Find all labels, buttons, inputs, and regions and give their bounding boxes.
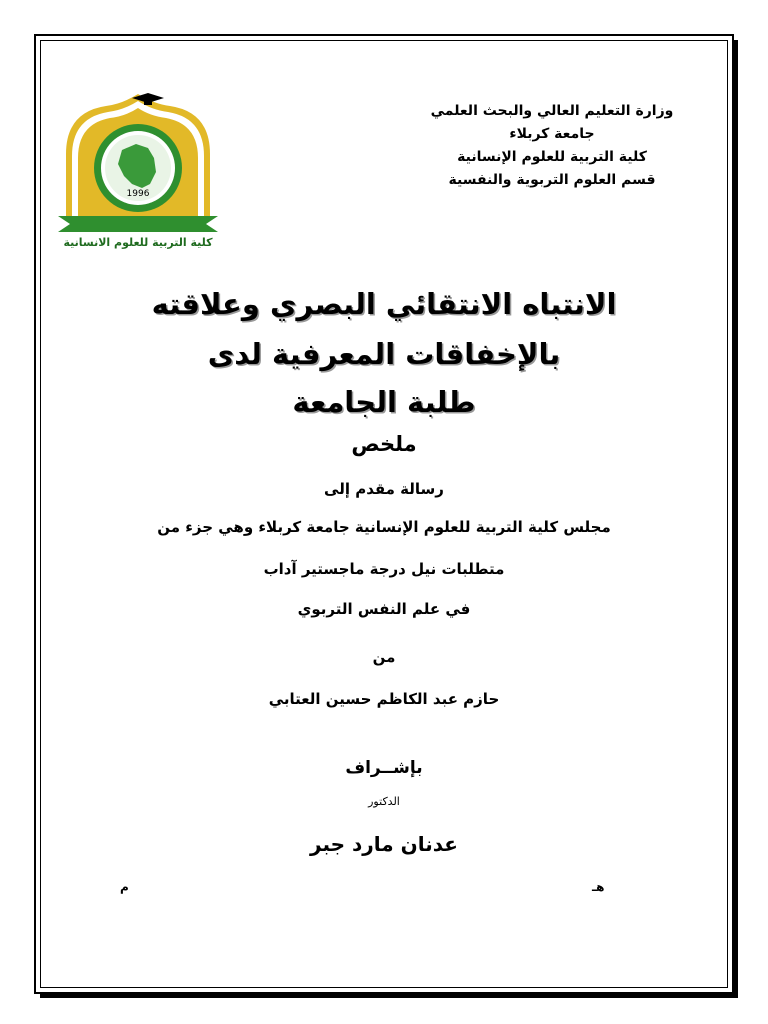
logo-caption: كلية التربية للعلوم الانسانية bbox=[63, 236, 213, 249]
college-name: كلية التربية للعلوم الإنسانية bbox=[457, 149, 647, 165]
thesis-title-line-3: طلبة الجامعة bbox=[292, 385, 476, 419]
degree-requirements-line: متطلبات نيل درجة ماجستير آداب bbox=[263, 560, 505, 578]
author-name: حازم عبد الكاظم حسين العتابي bbox=[268, 690, 500, 708]
college-logo-emblem bbox=[56, 92, 220, 260]
field-of-study-line: في علم النفس التربوي bbox=[297, 600, 471, 618]
doctor-title: الدكتور bbox=[368, 795, 400, 808]
submitted-to-line: رسالة مقدم إلى bbox=[324, 480, 444, 498]
from-label: من bbox=[372, 648, 396, 666]
thesis-title-line-2: بالإخفاقات المعرفية لدى bbox=[207, 337, 561, 371]
supervisor-name: عدنان مارد جبر bbox=[310, 832, 458, 856]
page-border-shadow-right bbox=[734, 40, 738, 998]
council-line: مجلس كلية التربية للعلوم الإنسانية جامعة كربلاء وهي جزء من bbox=[157, 518, 611, 536]
logo-year: 1996 bbox=[126, 189, 150, 199]
summary-heading: ملخص bbox=[351, 432, 417, 456]
page-border-shadow-bottom bbox=[40, 994, 738, 998]
supervision-label: بإشــراف bbox=[345, 758, 423, 778]
institution-header bbox=[402, 100, 702, 192]
thesis-title-line-1: الانتباه الانتقائي البصري وعلاقته bbox=[151, 287, 617, 321]
department-name: قسم العلوم التربوية والنفسية bbox=[448, 172, 656, 188]
gregorian-date-marker: م bbox=[120, 880, 129, 894]
ministry-name: وزارة التعليم العالي والبحث العلمي bbox=[430, 103, 674, 119]
university-name: جامعة كربلاء bbox=[509, 126, 595, 142]
hijri-date-marker: هـ bbox=[592, 880, 605, 894]
